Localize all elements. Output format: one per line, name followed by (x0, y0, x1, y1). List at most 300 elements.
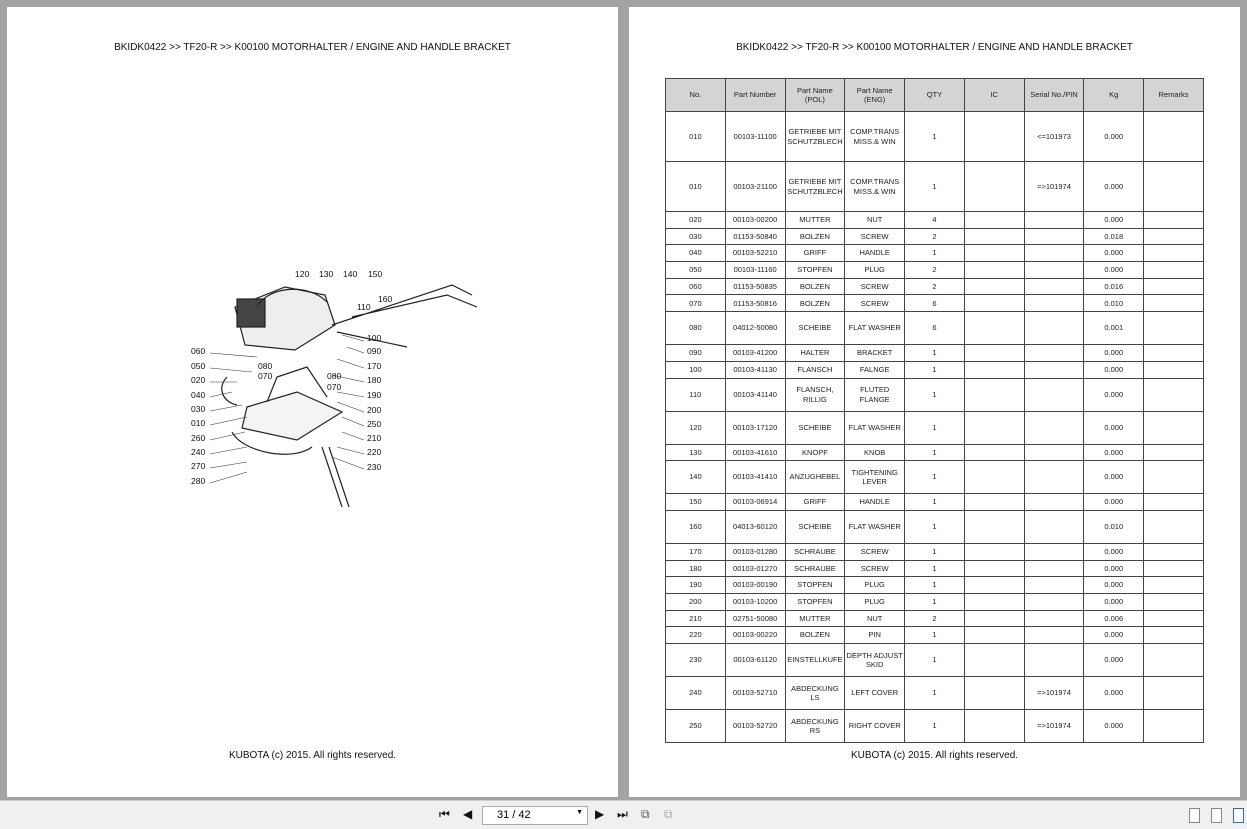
table-cell (1144, 278, 1204, 295)
table-cell (1144, 710, 1204, 743)
table-cell: 0.000 (1084, 461, 1144, 494)
table-cell: 1 (905, 461, 965, 494)
table-cell: 0.000 (1084, 677, 1144, 710)
table-cell: COMP.TRANS MISS.& WIN (845, 112, 905, 162)
table-cell: 1 (905, 361, 965, 378)
table-cell: 00103-41200 (725, 345, 785, 362)
callout-040: 040 (191, 390, 206, 400)
table-cell: 00103-10200 (725, 593, 785, 610)
table-cell: 020 (666, 212, 726, 229)
table-cell: 0.000 (1084, 112, 1144, 162)
table-cell: 090 (666, 345, 726, 362)
table-cell: SCREW (845, 560, 905, 577)
table-cell (964, 278, 1024, 295)
callout-150: 150 (368, 269, 383, 279)
table-cell: 00103-00190 (725, 577, 785, 594)
column-header: Part Name (ENG) (845, 79, 905, 112)
table-cell (964, 162, 1024, 212)
table-cell (1024, 378, 1084, 411)
table-cell (964, 494, 1024, 511)
table-cell (964, 710, 1024, 743)
table-cell: 00103-41410 (725, 461, 785, 494)
table-cell: 04012-50080 (725, 312, 785, 345)
table-cell: 00103-41140 (725, 378, 785, 411)
table-cell: COMP.TRANS MISS.& WIN (845, 162, 905, 212)
table-cell (964, 295, 1024, 312)
table-cell: 00103-00200 (725, 212, 785, 229)
table-cell (964, 644, 1024, 677)
table-cell: MUTTER (785, 610, 845, 627)
callout-080: 080 (258, 361, 273, 371)
table-cell: 1 (905, 245, 965, 262)
callout-160: 160 (378, 294, 393, 304)
callout-280: 280 (191, 476, 206, 486)
table-row (666, 644, 1204, 677)
table-cell: 01153-50816 (725, 295, 785, 312)
callout-070: 070 (258, 371, 273, 381)
table-cell: 0.016 (1084, 278, 1144, 295)
table-cell: FLAT WASHER (845, 411, 905, 444)
page-indicator: 31 / 42 (497, 809, 531, 821)
table-cell: 02751-50080 (725, 610, 785, 627)
callout-250: 250 (367, 419, 382, 429)
table-row (666, 378, 1204, 411)
column-header: Part Number (725, 79, 785, 112)
table-cell: 140 (666, 461, 726, 494)
table-cell: HANDLE (845, 494, 905, 511)
table-cell (1024, 593, 1084, 610)
table-cell (1024, 444, 1084, 461)
table-cell (1144, 245, 1204, 262)
table-cell: 1 (905, 543, 965, 560)
table-cell: 200 (666, 593, 726, 610)
page-left (7, 7, 618, 797)
table-cell: 220 (666, 627, 726, 644)
column-header: No. (666, 79, 726, 112)
table-cell: SCREW (845, 228, 905, 245)
table-cell: 1 (905, 444, 965, 461)
table-cell: 0.006 (1084, 610, 1144, 627)
table-row (666, 543, 1204, 560)
parts-table (665, 78, 1204, 743)
table-cell: BOLZEN (785, 278, 845, 295)
first-page-icon[interactable]: ⏮ (439, 807, 450, 821)
table-row (666, 245, 1204, 262)
callout-210: 210 (367, 433, 382, 443)
table-cell: 1 (905, 112, 965, 162)
table-cell: 060 (666, 278, 726, 295)
table-cell: 070 (666, 295, 726, 312)
table-row (666, 593, 1204, 610)
table-cell (1024, 245, 1084, 262)
table-cell: =>101974 (1024, 162, 1084, 212)
table-cell: SCREW (845, 278, 905, 295)
table-cell: 030 (666, 228, 726, 245)
table-cell: STOPFEN (785, 593, 845, 610)
table-cell (1144, 593, 1204, 610)
table-row (666, 361, 1204, 378)
table-cell (1144, 378, 1204, 411)
table-cell (964, 262, 1024, 279)
table-row (666, 212, 1204, 229)
table-cell: FLAT WASHER (845, 510, 905, 543)
table-cell: 230 (666, 644, 726, 677)
table-row (666, 162, 1204, 212)
table-cell (1024, 577, 1084, 594)
table-cell: LEFT COVER (845, 677, 905, 710)
table-cell (964, 378, 1024, 411)
callout-050: 050 (191, 361, 206, 371)
table-cell (1024, 212, 1084, 229)
table-cell: 0.000 (1084, 245, 1144, 262)
table-cell (1024, 411, 1084, 444)
table-cell: 01153-50835 (725, 278, 785, 295)
page-header: BKIDK0422 >> TF20-R >> K00100 MOTORHALTER / ENGINE AND HANDLE BRACKET (114, 42, 511, 53)
table-cell (1024, 262, 1084, 279)
table-cell: 0.000 (1084, 378, 1144, 411)
table-cell: PLUG (845, 577, 905, 594)
table-cell: 1 (905, 593, 965, 610)
table-cell: 010 (666, 162, 726, 212)
table-cell: <=101973 (1024, 112, 1084, 162)
table-cell (1144, 212, 1204, 229)
table-cell: 2 (905, 278, 965, 295)
table-cell: 100 (666, 361, 726, 378)
table-row (666, 710, 1204, 743)
table-cell (1024, 627, 1084, 644)
table-row (666, 228, 1204, 245)
table-cell: 00103-41610 (725, 444, 785, 461)
table-row (666, 577, 1204, 594)
table-cell (1024, 295, 1084, 312)
table-cell (1144, 361, 1204, 378)
callout-200: 200 (367, 405, 382, 415)
table-cell: GETRIEBE MIT SCHUTZBLECH (785, 162, 845, 212)
table-row (666, 627, 1204, 644)
table-cell: 0.000 (1084, 710, 1144, 743)
callout-220: 220 (367, 447, 382, 457)
table-cell (964, 245, 1024, 262)
table-cell: STOPFEN (785, 577, 845, 594)
callout-100: 100 (367, 333, 382, 343)
page-header: BKIDK0422 >> TF20-R >> K00100 MOTORHALTER / ENGINE AND HANDLE BRACKET (736, 42, 1133, 53)
table-cell: KNOPF (785, 444, 845, 461)
table-row (666, 312, 1204, 345)
table-cell: 00103-11160 (725, 262, 785, 279)
table-row (666, 461, 1204, 494)
table-cell: 6 (905, 295, 965, 312)
table-cell: RIGHT COVER (845, 710, 905, 743)
table-cell: FLANSCH, RILLIG (785, 378, 845, 411)
table-cell: 0.000 (1084, 627, 1144, 644)
table-cell: 120 (666, 411, 726, 444)
table-cell (1024, 560, 1084, 577)
table-cell: 050 (666, 262, 726, 279)
table-cell (1144, 494, 1204, 511)
table-cell: FLANSCH (785, 361, 845, 378)
table-cell: 00103-52710 (725, 677, 785, 710)
table-cell (1144, 560, 1204, 577)
chevron-down-icon: ▼ (576, 809, 583, 816)
callout-180: 180 (367, 375, 382, 385)
table-row (666, 262, 1204, 279)
table-cell (1144, 345, 1204, 362)
table-cell: ANZUGHEBEL (785, 461, 845, 494)
callout-090: 090 (367, 346, 382, 356)
table-cell: PIN (845, 627, 905, 644)
table-cell: 1 (905, 560, 965, 577)
table-cell (964, 677, 1024, 710)
callout-260: 260 (191, 433, 206, 443)
table-cell (964, 444, 1024, 461)
table-cell: 1 (905, 710, 965, 743)
table-cell: 1 (905, 378, 965, 411)
table-cell: FLUTED FLANGE (845, 378, 905, 411)
table-cell (964, 560, 1024, 577)
table-cell (964, 112, 1024, 162)
table-cell: 190 (666, 577, 726, 594)
table-cell: 0.000 (1084, 577, 1144, 594)
callout-080: 080 (327, 371, 342, 381)
table-cell (1024, 345, 1084, 362)
table-cell: =>101974 (1024, 710, 1084, 743)
table-row (666, 610, 1204, 627)
table-cell: SCHRAUBE (785, 543, 845, 560)
table-cell: MUTTER (785, 212, 845, 229)
callout-170: 170 (367, 361, 382, 371)
table-cell (1144, 228, 1204, 245)
table-cell: 040 (666, 245, 726, 262)
table-cell (964, 610, 1024, 627)
table-cell: 1 (905, 510, 965, 543)
column-header: Part Name (POL) (785, 79, 845, 112)
table-cell (964, 361, 1024, 378)
table-cell (1024, 278, 1084, 295)
table-cell: 1 (905, 577, 965, 594)
table-cell: 0.000 (1084, 494, 1144, 511)
table-cell: 0.000 (1084, 444, 1144, 461)
callout-070: 070 (327, 382, 342, 392)
table-cell: 00103-01280 (725, 543, 785, 560)
callout-270: 270 (191, 461, 206, 471)
table-cell: TIGHTENING LEVER (845, 461, 905, 494)
table-cell: 00103-52720 (725, 710, 785, 743)
page-footer: KUBOTA (c) 2015. All rights reserved. (228, 750, 397, 761)
table-cell: =>101974 (1024, 677, 1084, 710)
table-cell: 2 (905, 610, 965, 627)
table-cell: 0.000 (1084, 262, 1144, 279)
table-row (666, 677, 1204, 710)
table-cell: 00103-01270 (725, 560, 785, 577)
table-row (666, 444, 1204, 461)
table-row (666, 112, 1204, 162)
table-cell: 4 (905, 212, 965, 229)
table-cell: 0.000 (1084, 560, 1144, 577)
table-cell (964, 212, 1024, 229)
pdf-viewer-toolbar (0, 800, 1247, 829)
table-cell: 1 (905, 345, 965, 362)
table-cell: 0.001 (1084, 312, 1144, 345)
table-row (666, 295, 1204, 312)
table-cell: 0.000 (1084, 345, 1144, 362)
table-row (666, 411, 1204, 444)
table-cell: 6 (905, 312, 965, 345)
table-cell (1024, 494, 1084, 511)
table-cell (1144, 577, 1204, 594)
table-cell (1144, 162, 1204, 212)
callout-060: 060 (191, 346, 206, 356)
table-row (666, 560, 1204, 577)
table-cell: 2 (905, 228, 965, 245)
callout-130: 130 (319, 269, 334, 279)
table-cell (964, 411, 1024, 444)
table-cell (964, 461, 1024, 494)
table-cell (1144, 510, 1204, 543)
callout-240: 240 (191, 447, 206, 457)
table-cell: 00103-17120 (725, 411, 785, 444)
table-cell: 00103-61120 (725, 644, 785, 677)
table-cell (1144, 461, 1204, 494)
table-cell: 0.000 (1084, 212, 1144, 229)
previous-page-icon[interactable]: ◀ (463, 807, 473, 821)
callout-190: 190 (367, 390, 382, 400)
table-cell (1024, 361, 1084, 378)
single-page-view-icon[interactable] (1189, 808, 1200, 823)
table-cell: GETRIEBE MIT SCHUTZBLECH (785, 112, 845, 162)
table-cell: 080 (666, 312, 726, 345)
table-cell: FLAT WASHER (845, 312, 905, 345)
table-cell: 0.010 (1084, 510, 1144, 543)
table-cell: SCREW (845, 295, 905, 312)
table-cell: SCHRAUBE (785, 560, 845, 577)
table-cell: PLUG (845, 262, 905, 279)
callout-110: 110 (357, 302, 371, 312)
table-cell: GRIFF (785, 494, 845, 511)
table-cell (1024, 644, 1084, 677)
table-cell: HANDLE (845, 245, 905, 262)
page-right (629, 7, 1240, 797)
table-cell: 0.018 (1084, 228, 1144, 245)
table-cell: 1 (905, 644, 965, 677)
table-cell: 2 (905, 262, 965, 279)
table-cell: 0.000 (1084, 411, 1144, 444)
table-cell (1144, 543, 1204, 560)
table-row (666, 510, 1204, 543)
table-cell: 250 (666, 710, 726, 743)
table-cell (1024, 543, 1084, 560)
column-header: Serial No./PIN (1024, 79, 1084, 112)
table-cell: 130 (666, 444, 726, 461)
table-cell (964, 627, 1024, 644)
table-cell: BRACKET (845, 345, 905, 362)
table-cell: 01153-50840 (725, 228, 785, 245)
column-header: Remarks (1144, 79, 1204, 112)
table-cell: 1 (905, 677, 965, 710)
last-page-icon[interactable]: ⏭ (617, 807, 628, 821)
table-cell: DEPTH ADJUST SKID (845, 644, 905, 677)
table-cell (964, 593, 1024, 610)
table-cell (1144, 444, 1204, 461)
table-cell: 0.010 (1084, 295, 1144, 312)
table-cell: 160 (666, 510, 726, 543)
table-cell: 0.000 (1084, 543, 1144, 560)
table-cell (1144, 627, 1204, 644)
table-cell: BOLZEN (785, 295, 845, 312)
exploded-parts-diagram (7, 7, 618, 797)
table-cell: 00103-06914 (725, 494, 785, 511)
two-page-view-icon[interactable] (1233, 808, 1244, 823)
callout-230: 230 (367, 462, 382, 472)
table-cell (1144, 644, 1204, 677)
table-cell: NUT (845, 212, 905, 229)
table-cell: 1 (905, 162, 965, 212)
table-cell (1024, 228, 1084, 245)
callout-020: 020 (191, 375, 206, 385)
table-cell: GRIFF (785, 245, 845, 262)
table-cell: ABDECKUNG LS (785, 677, 845, 710)
table-cell: SCHEIBE (785, 312, 845, 345)
table-cell: STOPFEN (785, 262, 845, 279)
copy-icon[interactable]: ⧉ (641, 807, 650, 821)
table-cell (964, 345, 1024, 362)
callout-140: 140 (343, 269, 358, 279)
callout-030: 030 (191, 404, 206, 414)
table-cell (1144, 295, 1204, 312)
table-cell: 170 (666, 543, 726, 560)
table-cell: 00103-21100 (725, 162, 785, 212)
table-cell (964, 577, 1024, 594)
table-cell: 010 (666, 112, 726, 162)
table-cell: HALTER (785, 345, 845, 362)
table-cell: 150 (666, 494, 726, 511)
table-cell (964, 543, 1024, 560)
table-cell (1144, 312, 1204, 345)
table-cell: 00103-11100 (725, 112, 785, 162)
table-row (666, 494, 1204, 511)
page-selector[interactable] (482, 806, 588, 825)
table-cell: EINSTELLKUFE (785, 644, 845, 677)
paste-icon[interactable]: ⧉ (664, 807, 673, 821)
table-cell: SCHEIBE (785, 411, 845, 444)
table-cell: NUT (845, 610, 905, 627)
table-cell: 1 (905, 494, 965, 511)
table-cell: 00103-00220 (725, 627, 785, 644)
table-cell: ABDECKUNG RS (785, 710, 845, 743)
callout-010: 010 (191, 418, 206, 428)
table-cell: BOLZEN (785, 627, 845, 644)
table-cell (1144, 112, 1204, 162)
table-cell (964, 510, 1024, 543)
page-footer: KUBOTA (c) 2015. All rights reserved. (850, 750, 1019, 761)
table-cell (1144, 677, 1204, 710)
table-cell: 1 (905, 627, 965, 644)
continuous-view-icon[interactable] (1211, 808, 1222, 823)
table-cell: 0.000 (1084, 162, 1144, 212)
table-cell (964, 312, 1024, 345)
table-cell (1024, 610, 1084, 627)
table-cell: BOLZEN (785, 228, 845, 245)
table-cell: KNOB (845, 444, 905, 461)
table-cell (1024, 312, 1084, 345)
table-cell: 210 (666, 610, 726, 627)
table-cell: 240 (666, 677, 726, 710)
table-cell: 110 (666, 378, 726, 411)
table-cell: 1 (905, 411, 965, 444)
next-page-icon[interactable]: ▶ (595, 807, 605, 821)
table-cell: 0.000 (1084, 593, 1144, 610)
table-cell: 00103-41130 (725, 361, 785, 378)
table-row (666, 345, 1204, 362)
